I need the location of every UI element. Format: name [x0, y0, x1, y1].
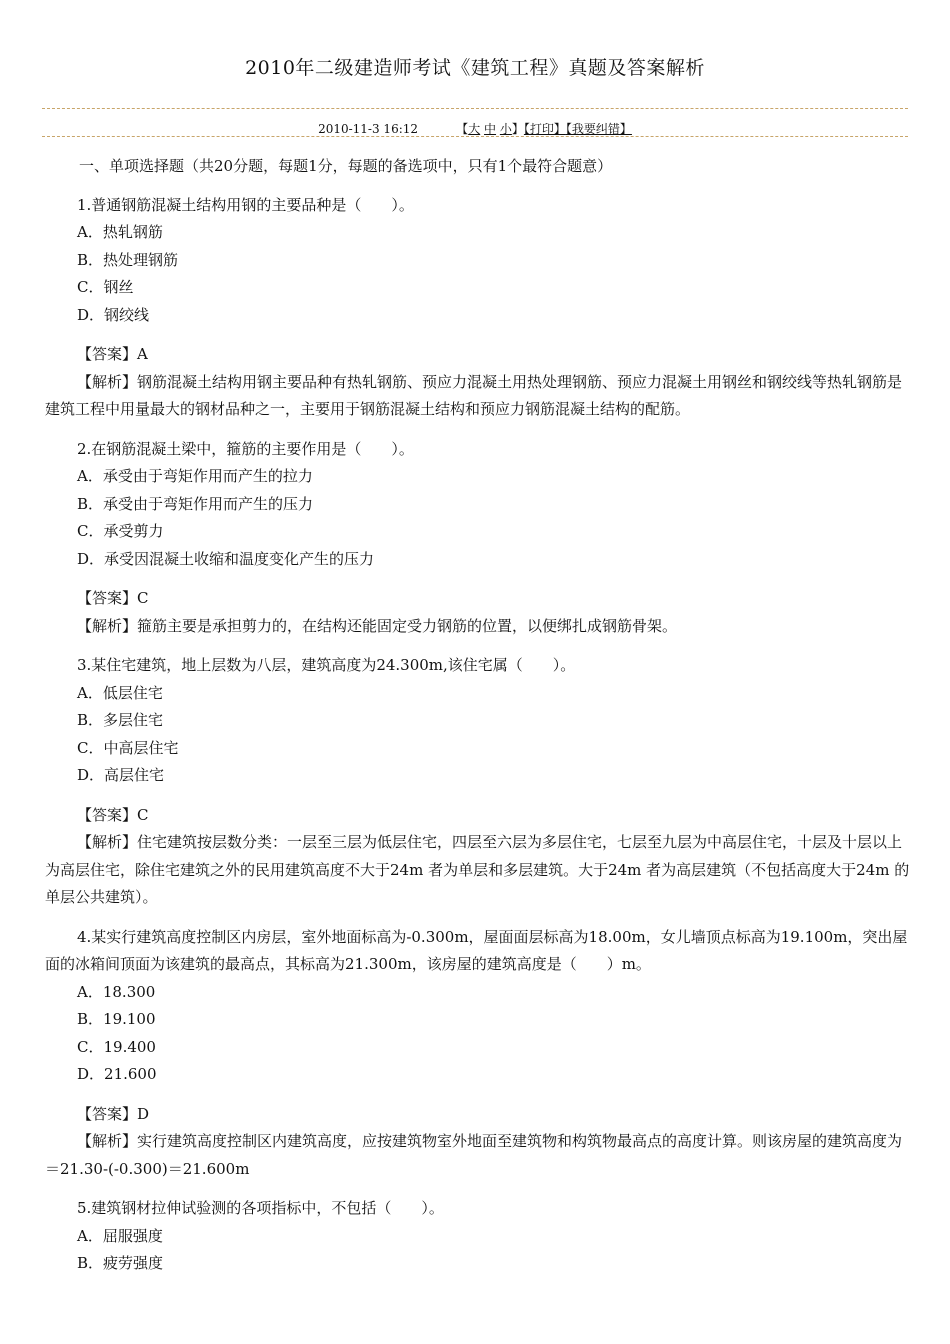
option-c: C．19.400 — [77, 1037, 156, 1056]
option-a: A．承受由于弯矩作用而产生的拉力 — [77, 467, 313, 485]
section-heading: 一、单项选择题（共20分题，每题1分，每题的备选项中，只有1个最符合题意） — [79, 157, 613, 175]
bottom-divider — [42, 136, 908, 137]
option-a: A．低层住宅 — [77, 683, 163, 702]
option-d: D．承受因混凝土收缩和温度变化产生的压力 — [77, 549, 375, 568]
option-c: C．承受剪力 — [77, 522, 164, 540]
option-d: D．钢绞线 — [77, 305, 150, 324]
font-size-large-link[interactable]: 大 — [468, 122, 481, 136]
answer: 【答案】A — [77, 345, 148, 363]
analysis — [45, 1128, 912, 1183]
question-2 — [77, 436, 912, 574]
answer: 【答案】C — [77, 589, 149, 607]
question-stem: 2.在钢筋混凝土梁中，箍筋的主要作用是（ ）。 — [77, 439, 414, 458]
publish-date: 2010-11-3 16:12 — [318, 122, 419, 136]
option-b: B．19.100 — [77, 1010, 156, 1028]
option-c: C．中高层住宅 — [77, 738, 179, 757]
analysis — [45, 613, 912, 641]
font-size-bracket-open: 【 — [456, 122, 469, 136]
analysis-text: 住宅建筑按层数分类：一层至三层为低层住宅，四层至六层为多层住宅，七层至九层为中高层住宅，十层及十层以上为高层住宅，除住宅建筑之外的民用建筑高度不大于24m 者为单层和多层建筑。大于24m 者为高层建筑（不包括高度大于24m 的单层公共建筑）。 — [45, 833, 910, 906]
article-meta-bar — [0, 120, 950, 137]
option-b: B．多层住宅 — [77, 711, 164, 729]
option-a: A．热轧钢筋 — [77, 223, 163, 241]
option-c: C．钢丝 — [77, 278, 134, 296]
question-5 — [77, 1195, 912, 1278]
analysis — [45, 829, 912, 912]
article-body — [45, 153, 912, 1290]
font-size-medium-link[interactable]: 中 — [484, 122, 497, 136]
analysis-label: 【解析】 — [77, 616, 138, 635]
question-stem — [45, 924, 912, 979]
analysis — [45, 369, 912, 424]
question-1 — [77, 192, 912, 330]
answer-block-3 — [45, 802, 912, 912]
answer-block-4 — [45, 1101, 912, 1184]
font-size-small-link[interactable]: 小 — [499, 122, 512, 136]
question-3 — [77, 652, 912, 790]
font-size-bracket-close: 】 — [511, 122, 524, 136]
answer-block-1 — [45, 341, 912, 424]
question-stem: 3.某住宅建筑，地上层数为八层，建筑高度为24.300m,该住宅属（ ）。 — [77, 656, 576, 674]
option-a: A．屈服强度 — [77, 1226, 163, 1245]
question-stem: 5.建筑钢材拉伸试验测的各项指标中，不包括（ ）。 — [77, 1199, 444, 1217]
option-b: B．疲劳强度 — [77, 1254, 164, 1272]
top-divider — [42, 108, 908, 109]
option-b: B．承受由于弯矩作用而产生的压力 — [77, 494, 314, 513]
answer-block-2 — [77, 585, 912, 640]
analysis-text: 钢筋混凝土结构用钢主要品种有热轧钢筋、预应力混凝土用热处理钢筋、预应力混凝土用钢丝和钢绞线等热轧钢筋是建筑工程中用量最大的钢材品种之一，主要用于钢筋混凝土结构和预应力钢筋混凝土结构的配筋。 — [45, 372, 903, 418]
analysis-label: 【解析】 — [77, 372, 138, 391]
analysis-label: 【解析】 — [77, 1132, 138, 1150]
analysis-label: 【解析】 — [77, 833, 138, 851]
analysis-text: 实行建筑高度控制区内建筑高度，应按建筑物室外地面至建筑物和构筑物最高点的高度计算。则该房屋的建筑高度为＝21.30-(-0.300)＝21.600m — [45, 1132, 903, 1178]
answer: 【答案】C — [77, 805, 149, 824]
answer: 【答案】D — [77, 1104, 150, 1123]
option-d: D．高层住宅 — [77, 766, 165, 784]
analysis-text: 箍筋主要是承担剪力的，在结构还能固定受力钢筋的位置，以便绑扎成钢筋骨架。 — [137, 616, 678, 635]
print-link[interactable]: 【打印】 — [523, 122, 566, 136]
option-d: D．21.600 — [77, 1065, 157, 1083]
option-b: B．热处理钢筋 — [77, 250, 179, 269]
report-error-link[interactable]: 【我要纠错】 — [565, 122, 632, 136]
question-4 — [45, 924, 912, 1089]
question-stem-text: 4.某实行建筑高度控制区内房层，室外地面标高为-0.300m，屋面面层标高为18.00m，女儿墙顶点标高为19.100m，突出屋面的冰箱间顶面为该建筑的最高点，其标高为21.300m，该房屋的建筑高度是（ ）m。 — [45, 927, 908, 973]
question-stem: 1.普通钢筋混凝土结构用钢的主要品种是（ ）。 — [77, 195, 414, 214]
page-title: 2010年二级建造师考试《建筑工程》真题及答案解析 — [245, 57, 705, 79]
option-a: A．18.300 — [77, 982, 156, 1001]
